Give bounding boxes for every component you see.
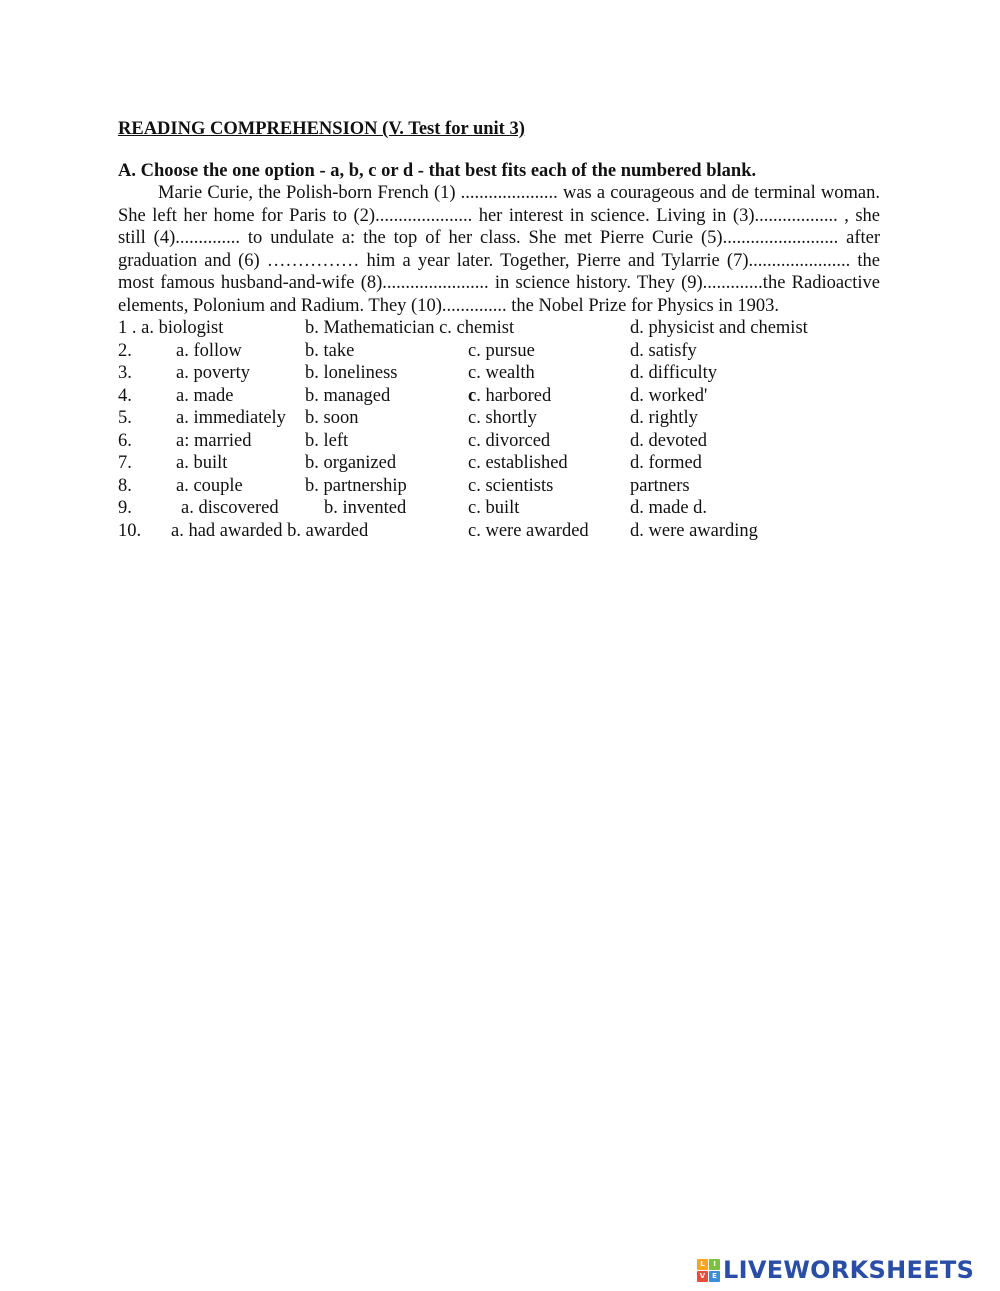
option-b: b. loneliness [305, 363, 398, 383]
logo-tile-e: E [709, 1271, 720, 1282]
option-b: b. take [305, 340, 355, 361]
option-d: d. physicist and chemist [630, 318, 808, 338]
liveworksheets-logo-icon [697, 1259, 720, 1282]
option-row-9 [118, 497, 880, 520]
option-d: d. difficulty [630, 363, 718, 383]
worksheet-title: READING COMPREHENSION (V. Test for unit 3) [118, 119, 525, 139]
logo-tile-i: I [709, 1259, 720, 1270]
option-c-text: . harbored [476, 385, 552, 406]
option-b: b. invented [324, 498, 407, 518]
option-a: a. follow [176, 340, 242, 361]
option-a: a. poverty [176, 363, 250, 383]
option-b: b. organized [305, 453, 397, 473]
option-c [468, 385, 551, 408]
option-c: c. pursue [468, 340, 535, 361]
option-d: partners [630, 475, 690, 496]
option-c: c. built [468, 498, 520, 518]
option-a: a. made [176, 385, 234, 406]
option-number: 7. [118, 453, 132, 473]
section-instruction: A. Choose the one option - a, b, c or d - that best fits each of the numbered blank. [118, 160, 757, 181]
option-number: 9. [118, 498, 132, 518]
option-a: a. immediately [176, 408, 286, 428]
logo-tile-l: L [697, 1259, 708, 1270]
option-d: d. were awarding [630, 520, 758, 541]
option-c: c. shortly [468, 408, 537, 428]
reading-passage: Marie Curie, the Polish-born French (1) ..................... was a courageous and de terminal woman. She left her home for Paris to (2)..................... her interest in science. Living in (3).................. , she still (4).............. to undulate a: the top of her class. She met Pierre Curie (5)......................... after graduation and (6) …………… him a year later. Together, Pierre and Tylarrie (7)...................... the most famous husband-and-wife (8)....................... in science history. They (9).............the Radioactive elements, Polonium and Radium. They (10).............. the Nobel Prize for Physics in 1903. [118, 183, 880, 316]
option-row-1 [118, 317, 880, 340]
option-row-5 [118, 407, 880, 430]
option-number: 5. [118, 408, 132, 428]
option-b: b. managed [305, 385, 391, 406]
option-row-2 [118, 340, 880, 363]
spacer [118, 141, 880, 160]
option-number: 1 . a. biologist [118, 318, 224, 338]
option-d: d. devoted [630, 430, 708, 451]
option-c: c. wealth [468, 363, 535, 383]
option-c: c. were awarded [468, 520, 589, 541]
worksheet-page [118, 118, 880, 542]
option-c: c. established [468, 453, 568, 473]
option-number: 4. [118, 385, 132, 406]
option-number: 10. [118, 520, 142, 541]
option-number: 3. [118, 363, 132, 383]
option-d: d. rightly [630, 408, 698, 428]
option-a: a. had awarded b. awarded [171, 520, 369, 541]
option-c: c. divorced [468, 430, 551, 451]
option-a: a: married [176, 430, 252, 451]
option-row-7 [118, 452, 880, 475]
option-row-8 [118, 475, 880, 498]
option-d: d. formed [630, 453, 702, 473]
option-row-10 [118, 520, 880, 543]
liveworksheets-logo[interactable] [697, 1255, 974, 1285]
option-a: a. discovered [181, 498, 279, 518]
liveworksheets-logo-text: LIVEWORKSHEETS [723, 1256, 975, 1284]
option-number: 6. [118, 430, 132, 451]
option-c: c. scientists [468, 475, 554, 496]
option-row-4 [118, 385, 880, 408]
logo-tile-v: V [697, 1271, 708, 1282]
option-number: 2. [118, 340, 132, 361]
option-b: b. soon [305, 408, 359, 428]
option-row-3 [118, 362, 880, 385]
option-a: a. built [176, 453, 228, 473]
option-d: d. made d. [630, 498, 708, 518]
option-d: d. worked' [630, 385, 708, 406]
option-b: b. Mathematician c. chemist [305, 318, 515, 338]
option-number: 8. [118, 475, 132, 496]
option-b: b. partnership [305, 475, 407, 496]
option-row-6 [118, 430, 880, 453]
option-a: a. couple [176, 475, 243, 496]
option-d: d. satisfy [630, 340, 697, 361]
option-c-letter: c [468, 385, 477, 406]
option-b: b. left [305, 430, 349, 451]
